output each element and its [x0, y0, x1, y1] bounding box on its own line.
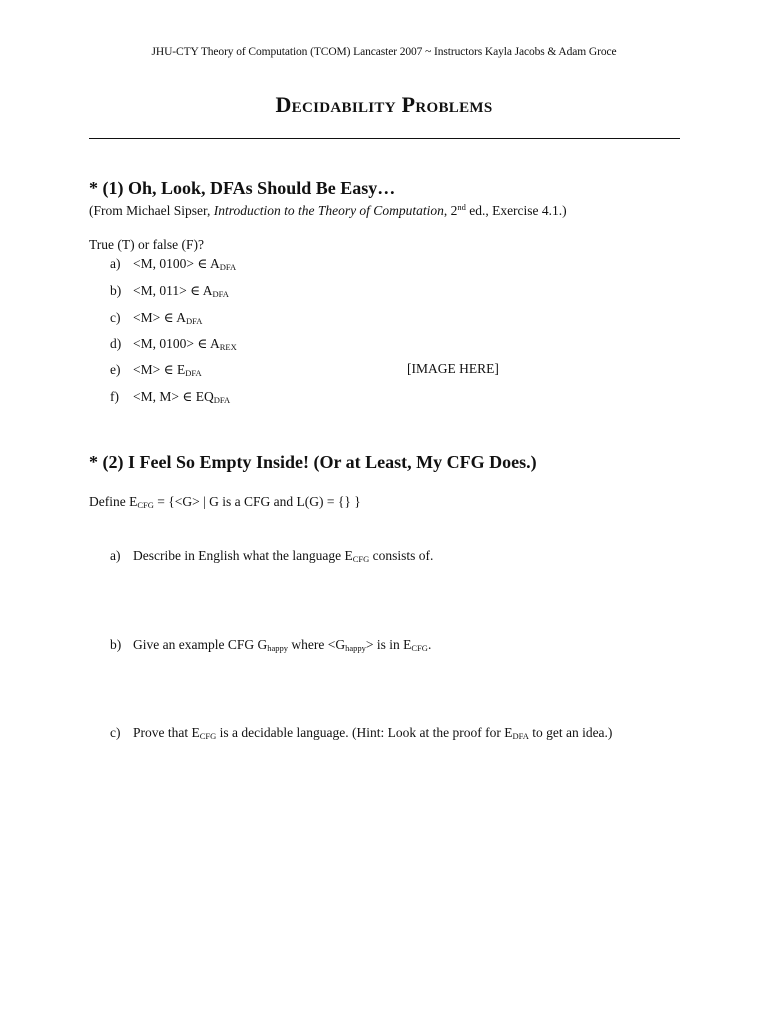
list-item: f) <M, M> ∈ $EQ_{DFA}$ [110, 389, 231, 405]
citation-prefix: (From Michael Sipser, [89, 203, 214, 218]
section-2-title: * (2) I Feel So Empty Inside! (Or at Least, My CFG Does.) [89, 452, 537, 472]
list-item: b) <M, 011> ∈ $A_{DFA}$ [110, 283, 229, 299]
ecfg-definition: Define $E_{CFG} = \{<G>$ | G is a CFG and L(G) = {} } [89, 494, 361, 510]
page-title: Decidability Problems [275, 92, 493, 117]
citation-edition: , 2 [443, 203, 458, 218]
list-item: a) <M, 0100> ∈ $A_{DFA}$ [110, 256, 237, 272]
title-divider [89, 138, 680, 139]
course-header: JHU-CTY Theory of Computation (TCOM) Lancaster 2007 ~ Instructors Kayla Jacobs & Adam Groce [151, 46, 617, 58]
question-c: c) Prove that $E_{CFG}$ is a decidable language. (Hint: Look at the proof for $E_{DFA}$ to get an idea.) [110, 725, 613, 741]
list-item: c) <M> ∈ $A_{DFA}$ [110, 310, 203, 326]
citation [89, 202, 567, 219]
list-item: e) <M> ∈ $E_{DFA}$ [110, 362, 202, 378]
citation-book: Introduction to the Theory of Computation [213, 203, 444, 218]
citation-edition-sup: nd [457, 202, 466, 212]
list-item: d) <M, 0100> ∈ $A_{REX}$ [110, 336, 237, 352]
true-false-prompt: True (T) or false (F)? [89, 237, 204, 252]
image-placeholder: [IMAGE HERE] [407, 361, 499, 376]
section-1-title: * (1) Oh, Look, DFAs Should Be Easy… [89, 178, 396, 198]
question-b: b) Give an example CFG $G_{happy}$ where $<G_{happy}>$ is in $E_{CFG}$. [110, 637, 432, 653]
question-a: a) Describe in English what the language $E_{CFG}$ consists of. [110, 548, 434, 564]
citation-suffix: ed., Exercise 4.1.) [465, 203, 567, 218]
